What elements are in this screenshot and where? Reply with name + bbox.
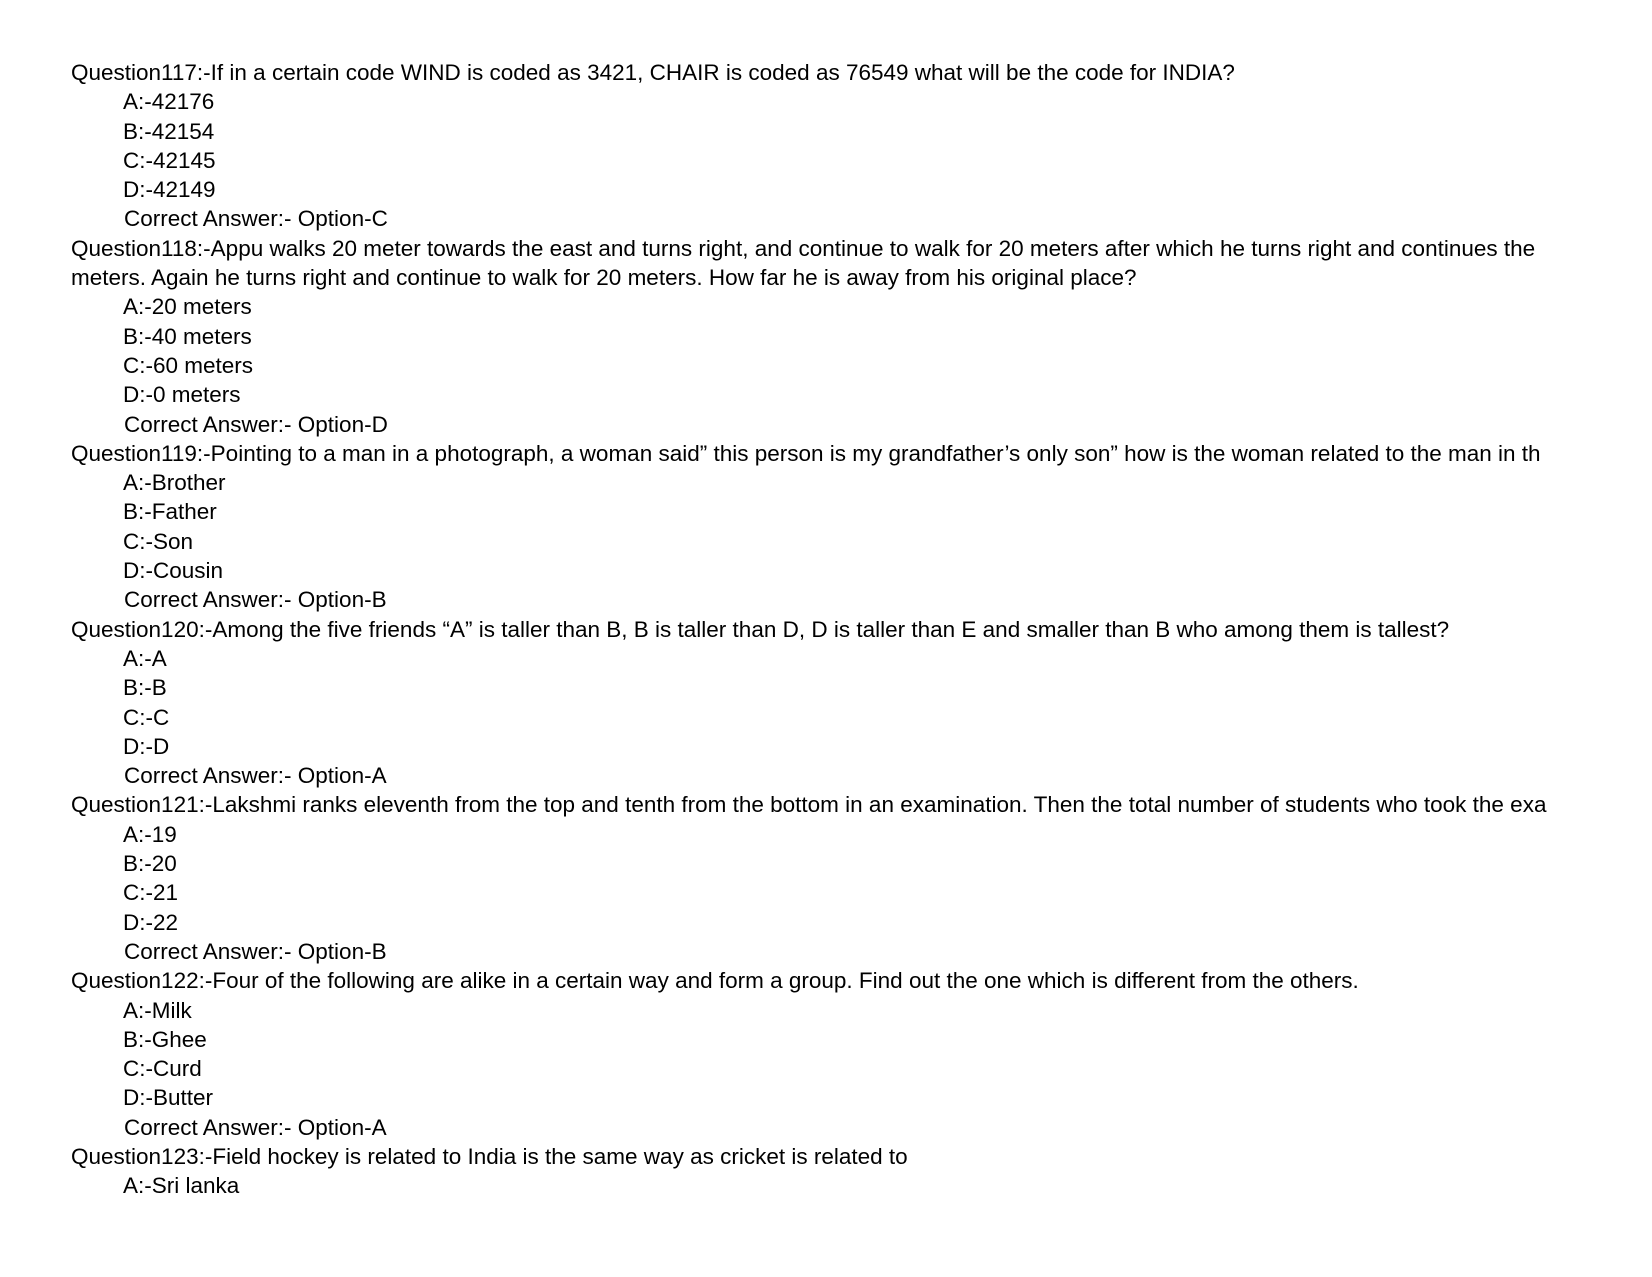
option-a: A:-Brother: [123, 470, 226, 496]
option-d: D:-42149: [123, 177, 216, 203]
option-b: B:-42154: [123, 118, 215, 144]
option-a: A:-19: [123, 821, 177, 847]
option-d: D:-0 meters: [123, 382, 241, 408]
option-c: C:-60 meters: [123, 352, 254, 378]
question-text: Question121:-Lakshmi ranks eleventh from the top and tenth from the bottom in an examination. Then the total number of students who took the exa: [71, 792, 1547, 818]
question-text: Question123:-Field hockey is related to India is the same way as cricket is related to: [71, 1143, 908, 1169]
option-d: D:-D: [123, 733, 170, 759]
option-b: B:-B: [123, 675, 167, 701]
correct-answer: Correct Answer:- Option-D: [124, 411, 388, 437]
question-text: Question120:-Among the five friends “A” is taller than B, B is taller than D, D is taller than E and smaller than B who among them is tallest?: [71, 616, 1450, 642]
option-c: C:-C: [123, 704, 170, 730]
option-b: B:-Ghee: [123, 1026, 207, 1052]
option-b: B:-20: [123, 851, 177, 877]
option-a: A:-Sri lanka: [123, 1173, 240, 1199]
question-text: Question122:-Four of the following are alike in a certain way and form a group. Find out the one which is different from the others.: [71, 968, 1359, 994]
correct-answer: Correct Answer:- Option-C: [124, 206, 388, 232]
correct-answer: Correct Answer:- Option-B: [124, 938, 387, 964]
question-text: Question117:-If in a certain code WIND is coded as 3421, CHAIR is coded as 76549 what will be the code for INDIA?: [71, 60, 1235, 85]
question-text: Question118:-Appu walks 20 meter towards the east and turns right, and continue to walk for 20 meters after which he turns right and continues the: [71, 235, 1536, 261]
option-b: B:-40 meters: [123, 323, 252, 349]
correct-answer: Correct Answer:- Option-A: [124, 1114, 387, 1140]
question-text-continued: meters. Again he turns right and continue to walk for 20 meters. How far he is away from his original place?: [71, 265, 1137, 291]
option-c: C:-Curd: [123, 1056, 202, 1082]
option-a: A:-A: [123, 645, 167, 671]
option-b: B:-Father: [123, 499, 217, 525]
question-text: Question119:-Pointing to a man in a photograph, a woman said” this person is my grandfather’s only son” how is the woman related to the man in th: [71, 440, 1541, 466]
option-c: C:-21: [123, 880, 179, 906]
option-d: D:-Cousin: [123, 558, 224, 584]
correct-answer: Correct Answer:- Option-B: [124, 587, 387, 613]
option-a: A:-Milk: [123, 997, 192, 1023]
option-c: C:-42145: [123, 147, 216, 173]
option-d: D:-22: [123, 909, 179, 935]
correct-answer: Correct Answer:- Option-A: [124, 763, 387, 789]
option-c: C:-Son: [123, 528, 194, 554]
option-d: D:-Butter: [123, 1085, 214, 1111]
question-document: [71, 58, 1601, 1201]
option-a: A:-20 meters: [123, 294, 252, 320]
option-a: A:-42176: [123, 89, 215, 115]
